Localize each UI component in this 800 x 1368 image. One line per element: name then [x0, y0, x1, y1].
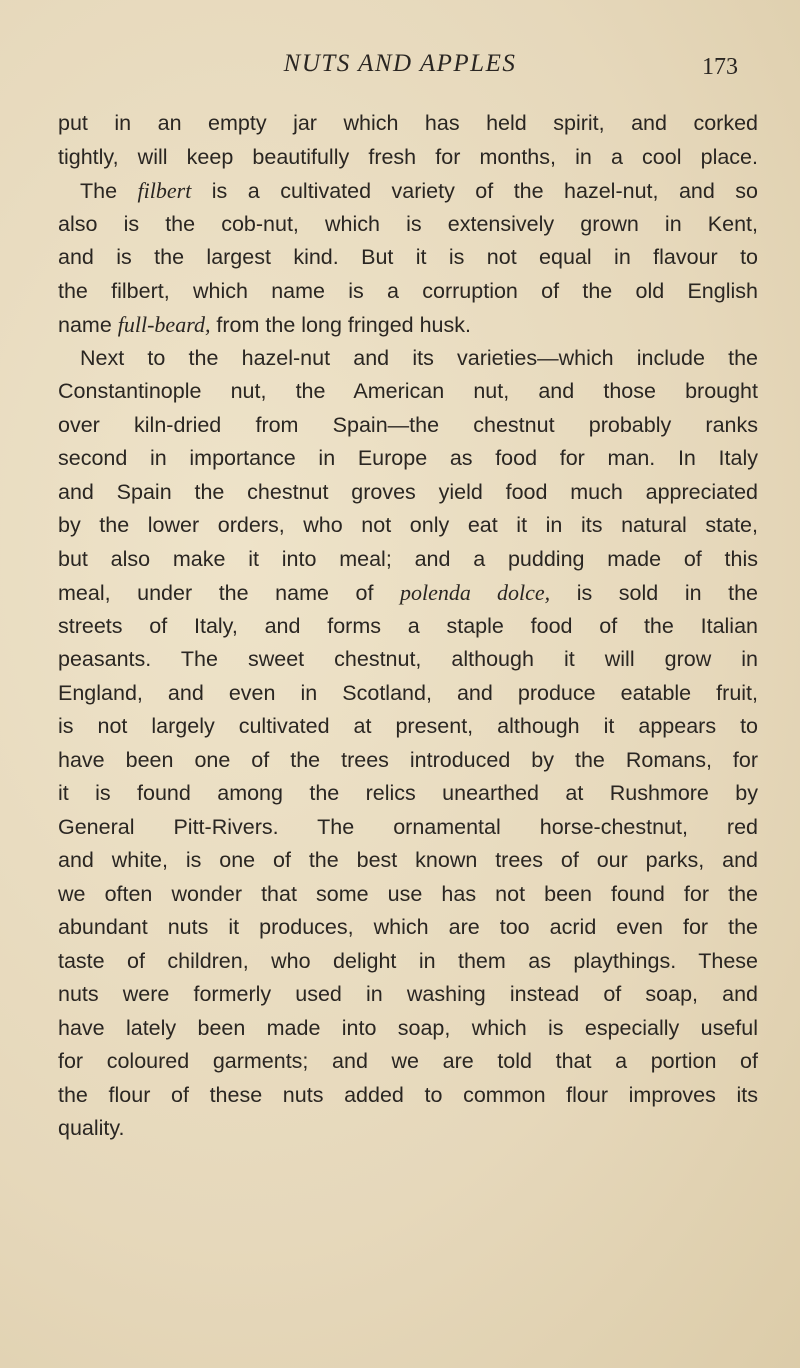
text-segment: is sold in the: [550, 581, 759, 605]
text-segment: name: [58, 313, 118, 337]
text-segment: also is the cob-nut, which is extensively grown in Kent,: [58, 211, 758, 236]
text-line: [58, 777, 758, 811]
text-line: [58, 442, 758, 476]
text-segment: is a cultivated variety of the hazel-nut, and so: [191, 179, 758, 203]
text-segment: we often wonder that some use has not been found for the: [58, 881, 758, 906]
text-segment: the flour of these nuts added to common flour improves its: [58, 1082, 758, 1107]
text-segment: over kiln-dried from Spain—the chestnut probably ranks: [58, 412, 758, 437]
text-segment: and white, is one of the best known trees of our parks, and: [58, 848, 758, 872]
text-line: [58, 107, 758, 141]
text-line: [58, 275, 758, 309]
text-line: [58, 476, 758, 510]
text-segment: and Spain the chestnut groves yield food much appreciated: [58, 479, 758, 504]
text-line: [58, 945, 758, 979]
text-segment: General Pitt-Rivers. The ornamental horse-chestnut, red: [58, 814, 758, 839]
text-segment: streets of Italy, and forms a staple food of the Italian: [58, 613, 758, 638]
text-line: [58, 1045, 758, 1079]
text-segment: The: [80, 179, 138, 203]
text-line: [58, 1112, 758, 1146]
text-line: [58, 342, 758, 376]
text-segment: second in importance in Europe as food for man. In Italy: [58, 446, 758, 470]
text-segment: nuts were formerly used in washing instead of soap, and: [58, 982, 758, 1006]
text-line: [58, 610, 758, 644]
text-line: [58, 576, 758, 610]
text-segment: by the lower orders, who not only eat it in its natural state,: [58, 513, 758, 537]
text-segment: taste of children, who delight in them as playthings. These: [58, 948, 758, 973]
text-segment: put in an empty jar which has held spirit, and corked: [58, 111, 758, 135]
text-segment: but also make it into meal; and a pudding made of this: [58, 546, 758, 571]
running-title: NUTS AND APPLES: [283, 50, 517, 77]
text-line: [58, 509, 758, 543]
text-segment: have lately been made into soap, which is especially useful: [58, 1015, 758, 1040]
text-segment: Next to the hazel-nut and its varieties—which include the: [80, 345, 758, 370]
text-line: [58, 174, 758, 208]
text-line: [58, 409, 758, 443]
text-line: [58, 1079, 758, 1113]
text-segment: the filbert, which name is a corruption of the old English: [58, 278, 758, 303]
text-line: [58, 911, 758, 945]
text-line: [58, 241, 758, 275]
text-line: [58, 844, 758, 878]
text-line: [58, 308, 758, 342]
text-line: [58, 543, 758, 577]
text-segment: England, and even in Scotland, and produce eatable fruit,: [58, 680, 758, 705]
text-segment: from the long fringed husk.: [210, 313, 471, 337]
text-line: [58, 643, 758, 677]
text-line: [58, 744, 758, 778]
text-segment: and is the largest kind. But it is not equal in flavour to: [58, 245, 758, 269]
text-line: [58, 878, 758, 912]
text-segment: quality.: [58, 1116, 125, 1140]
text-line: [58, 710, 758, 744]
text-segment: it is found among the relics unearthed at Rushmore by: [58, 781, 758, 805]
text-line: [58, 811, 758, 845]
text-segment: abundant nuts it produces, which are too acrid even for the: [58, 915, 758, 939]
text-line: [58, 1012, 758, 1046]
text-segment: is not largely cultivated at present, although it appears to: [58, 714, 758, 738]
text-segment: for coloured garments; and we are told that a portion of: [58, 1049, 758, 1073]
page-number: 173: [702, 54, 738, 80]
italic-term: polenda dolce,: [400, 580, 551, 605]
text-segment: tightly, will keep beautifully fresh for months, in a cool place.: [58, 144, 758, 169]
italic-term: filbert: [137, 178, 192, 203]
text-segment: Constantinople nut, the American nut, and those brought: [58, 379, 758, 403]
text-line: [58, 677, 758, 711]
text-segment: have been one of the trees introduced by the Romans, for: [58, 747, 758, 772]
text-line: [58, 141, 758, 175]
text-line: [58, 208, 758, 242]
text-segment: meal, under the name of: [58, 581, 401, 605]
running-head: [0, 50, 800, 84]
italic-term: full-beard,: [117, 312, 211, 337]
body-text: [58, 107, 758, 1146]
text-segment: peasants. The sweet chestnut, although it will grow in: [58, 647, 758, 671]
text-line: [58, 978, 758, 1012]
text-line: [58, 375, 758, 409]
